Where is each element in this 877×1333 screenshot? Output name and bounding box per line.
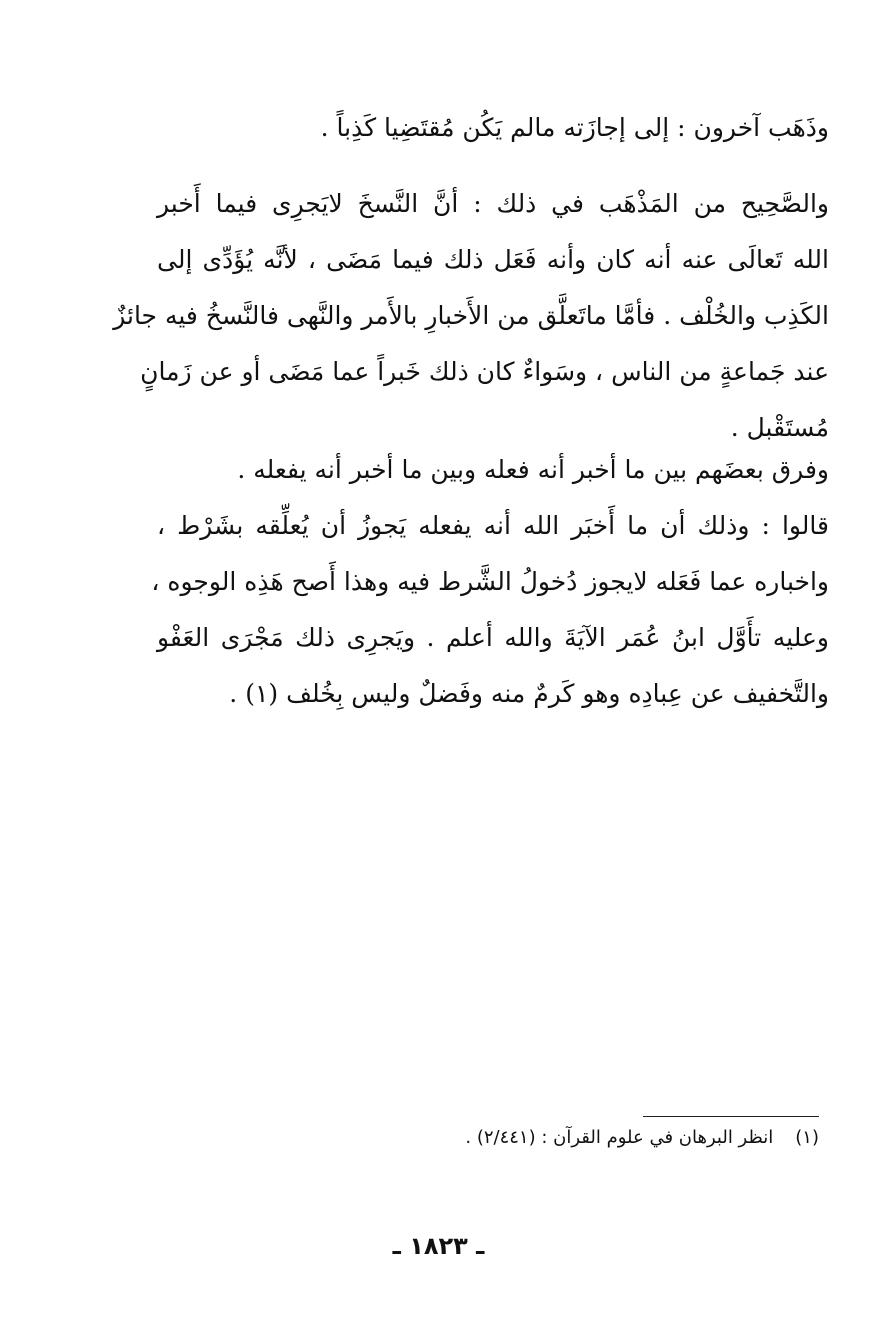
page-number: ـ ١٨٢٣ ـ xyxy=(392,1232,485,1260)
text-line: وفرق بعضَهم بين ما أخبر أنه فعله وبين ما أخبر أنه يفعله . xyxy=(237,455,829,484)
paragraph-2 xyxy=(113,176,829,456)
text-line: الله تَعالَى عنه أنه كان وأنه فَعَل ذلك فيما مَضَى ، لأنَّه يُؤَدِّى إلى xyxy=(157,245,829,274)
text-line: مُستَقْبل . xyxy=(730,413,829,442)
footnote-marker: (١) xyxy=(795,1127,819,1148)
text-line: عند جَماعةٍ من الناس ، وسَواءٌ كان ذلك خَبراً عما مَضَى أو عن زَمانٍ xyxy=(140,357,829,386)
text-line: وذَهَب آخرون : إلى إجازَته مالم يَكُن مُقتَضِيا كَذِباً . xyxy=(320,113,829,142)
footnote-divider xyxy=(643,1116,819,1117)
paragraph-3 xyxy=(151,442,829,722)
footnote xyxy=(339,1122,819,1154)
text-line: وعليه تأَوَّل ابنُ عُمَر الآيَةَ والله أعلم . ويَجرِى ذلك مَجْرَى العَفْو xyxy=(157,623,829,652)
text-line: واخباره عما فَعَله لايجوز دُخولُ الشَّرط فيه وهذا أَصح هَذِه الوجوه ، xyxy=(151,567,829,596)
text-line: والصَّحِيح من المَذْهَب في ذلك : أنَّ النَّسخَ لايَجرِى فيما أَخبر xyxy=(157,189,829,218)
text-line: قالوا : وذلك أن ما أَخبَر الله أنه يفعله يَجوزُ أن يُعلِّقه بشَرْط ، xyxy=(157,511,829,540)
paragraph-1 xyxy=(157,100,829,156)
text-line: الكَذِب والخُلْف . فأمَّا ماتَعلَّق من الأَخبارِ بالأَمر والنَّهى فالنَّسخُ فيه جائزٌ xyxy=(113,301,829,330)
footnote-text: انظر البرهان في علوم القرآن : (٢/٤٤١) . xyxy=(465,1127,774,1148)
text-line: والتَّخفيف عن عِبادِه وهو كَرمٌ منه وفَضلٌ وليس بِخُلف (١) . xyxy=(229,679,829,708)
